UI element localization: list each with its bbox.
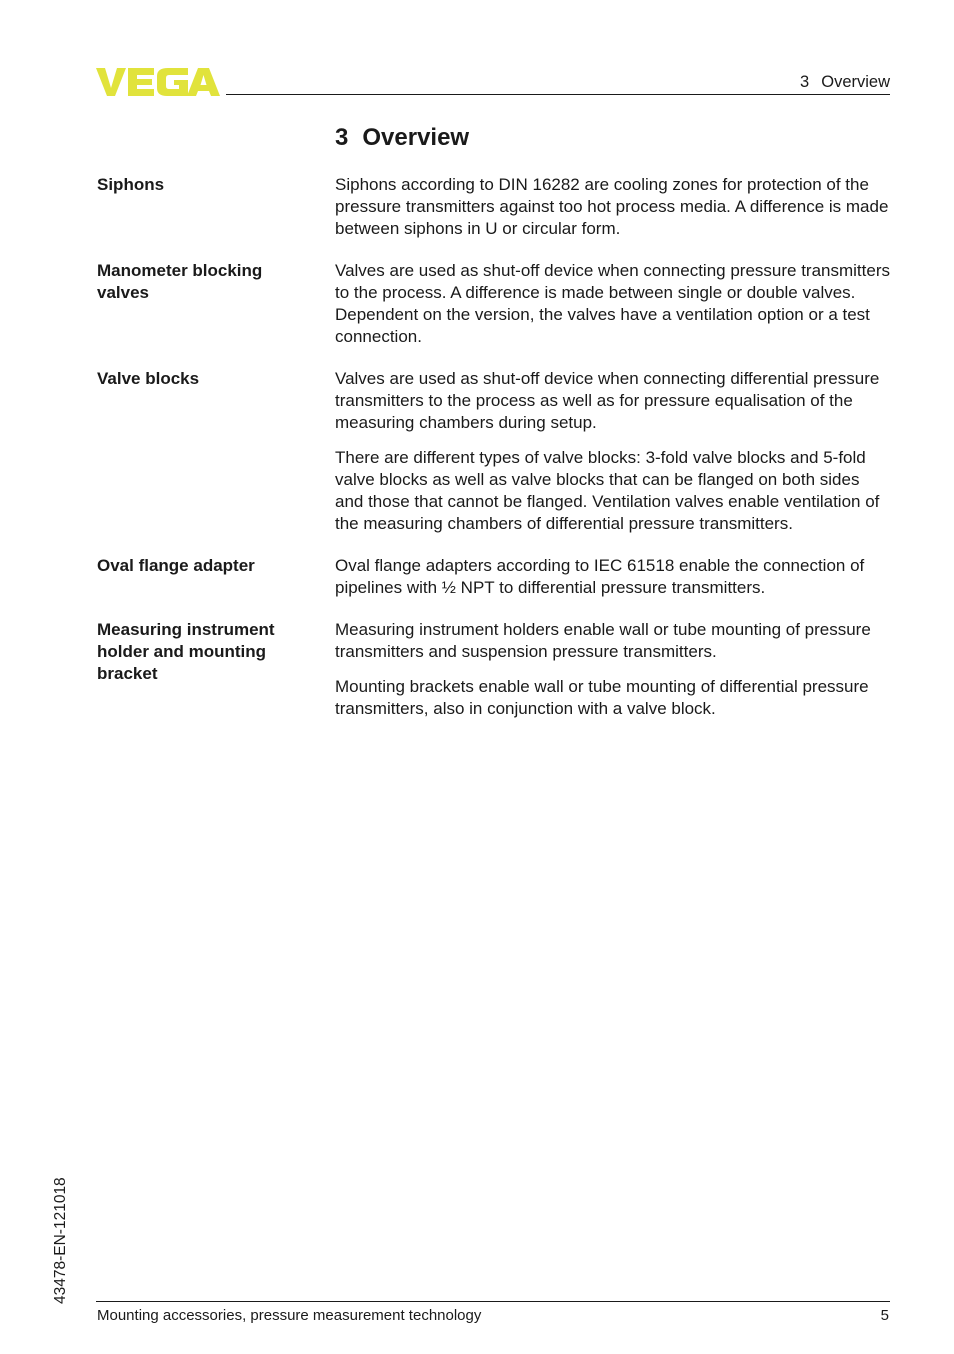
section-paragraph: Valves are used as shut-off device when connecting differential pressure transmitters to the process as well as for pressure equalisation of the measuring chambers during setup.: [335, 369, 880, 432]
running-header-number: 3: [800, 73, 810, 91]
vega-logo: [96, 66, 220, 98]
section-label-oval-flange-adapter: Oval flange adapter: [97, 556, 255, 575]
section-label-siphons: Siphons: [97, 175, 165, 194]
page-number: 5: [880, 1307, 889, 1324]
section-paragraph: Oval flange adapters according to IEC 61518 enable the connection of pipelines with ½ NPT to differential pressure transmitters.: [335, 556, 865, 597]
section-label-manometer-blocking-valves: Manometer blocking valves: [97, 261, 263, 302]
section-label-valve-blocks: Valve blocks: [97, 369, 200, 388]
section-paragraph: Valves are used as shut-off device when connecting pressure transmitters to the process. A difference is made between single or double valves. Dependent on the version, the valves have a ventilation option or a test connection.: [335, 261, 890, 346]
section-paragraph: There are different types of valve blocks: 3-fold valve blocks and 5-fold valve blocks as well as valve blocks that can be flanged on both sides and those that cannot be flanged. Ventilation valves enable ventilation of the measuring chambers of differential pressure transmitters.: [335, 448, 880, 533]
section-paragraph: Siphons according to DIN 16282 are cooling zones for protection of the pressure transmitters against too hot process media. A difference is made between siphons in U or circular form.: [335, 175, 889, 238]
document-id: 43478-EN-121018: [52, 1177, 69, 1304]
running-header-title: Overview: [821, 73, 890, 91]
footer-rule: [96, 1301, 890, 1302]
chapter-title: [335, 123, 469, 153]
chapter-title-text: Overview: [362, 124, 470, 151]
header-rule: [226, 94, 890, 95]
section-paragraph: Measuring instrument holders enable wall or tube mounting of pressure transmitters and suspension pressure transmitters.: [335, 620, 871, 661]
chapter-number: 3: [335, 124, 349, 151]
running-header: [800, 72, 890, 92]
footer-title: Mounting accessories, pressure measurement technology: [97, 1307, 482, 1324]
section-paragraph: Mounting brackets enable wall or tube mounting of differential pressure transmitters, also in conjunction with a valve block.: [335, 677, 869, 718]
vega-logo-mark: [96, 68, 220, 96]
section-label-measuring-instrument-holder: Measuring instrument holder and mounting bracket: [97, 620, 275, 683]
